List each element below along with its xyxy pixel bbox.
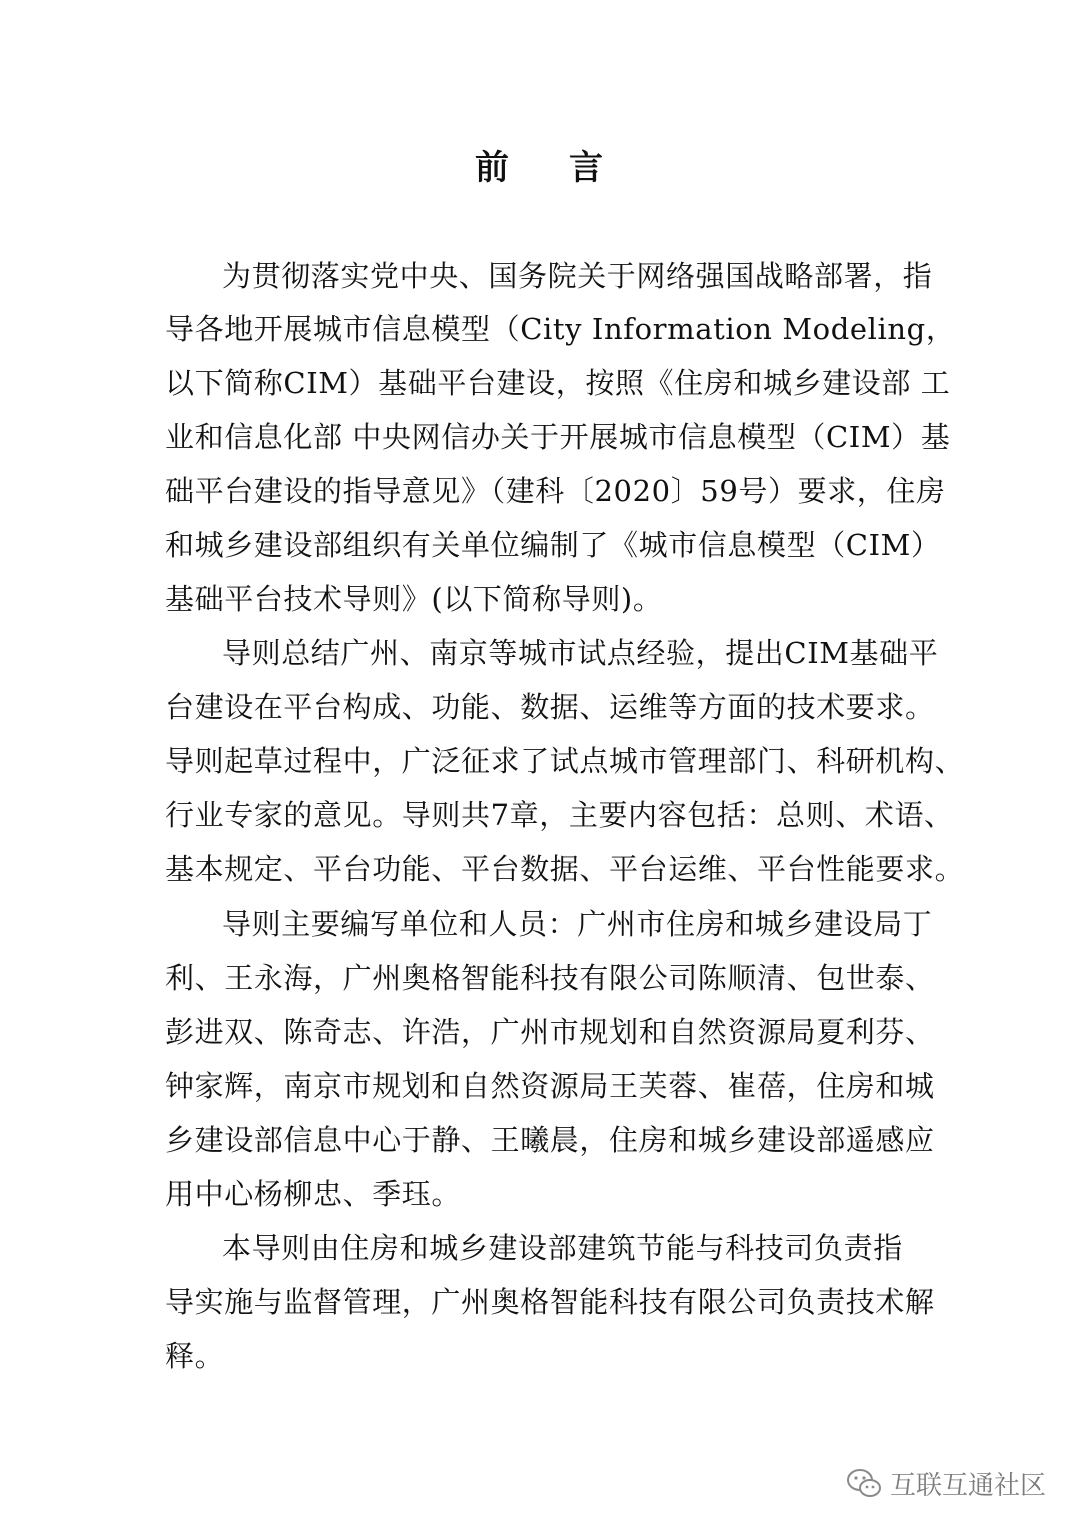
paragraph-line: 和城乡建设部组织有关单位编制了《城市信息模型（CIM）	[165, 528, 941, 562]
watermark	[846, 1465, 1046, 1502]
title-char-1: 前	[475, 148, 511, 188]
paragraph-line: 台建设在平台构成、功能、数据、运维等方面的技术要求。	[165, 690, 935, 724]
paragraph-line: 以下简称CIM）基础平台建设，按照《住房和城乡建设部 工	[165, 366, 951, 400]
paragraph-line: 业和信息化部 中央网信办关于开展城市信息模型（CIM）基	[165, 420, 951, 454]
watermark-text: 互联互通社区	[889, 1471, 1046, 1501]
title-char-2: 言	[569, 148, 605, 188]
paragraph-line: 利、王永海，广州奥格智能科技有限公司陈顺清、包世泰、	[165, 961, 935, 995]
paragraph-line: 乡建设部信息中心于静、王曦晨，住房和城乡建设部遥感应	[165, 1123, 935, 1157]
paragraph-line: 导各地开展城市信息模型（City Information Modeling，	[165, 312, 956, 346]
paragraph-line: 基本规定、平台功能、平台数据、平台运维、平台性能要求。	[165, 852, 965, 886]
paragraph-line: 彭进双、陈奇志、许浩，广州市规划和自然资源局夏利芬、	[165, 1015, 935, 1049]
wechat-icon	[846, 1468, 882, 1500]
paragraph-line: 导实施与监督管理，广州奥格智能科技有限公司负责技术解	[165, 1285, 935, 1319]
paragraph-line: 导则起草过程中，广泛征求了试点城市管理部门、科研机构、	[165, 744, 965, 778]
paragraph-line: 导则主要编写单位和人员：广州市住房和城乡建设局丁	[222, 907, 933, 941]
paragraph-line: 础平台建设的指导意见》（建科〔2020〕59号）要求，住房	[165, 474, 946, 508]
page-title	[0, 140, 1080, 189]
paragraph-line: 本导则由住房和城乡建设部建筑节能与科技司负责指	[222, 1231, 903, 1265]
paragraph-line: 钟家辉，南京市规划和自然资源局王芙蓉、崔蓓，住房和城	[165, 1069, 935, 1103]
paragraph-line: 行业专家的意见。导则共7章，主要内容包括：总则、术语、	[165, 798, 954, 832]
paragraph-line: 导则总结广州、南京等城市试点经验，提出CIM基础平	[222, 636, 939, 670]
paragraph-line: 释。	[165, 1339, 225, 1373]
paragraph-line: 基础平台技术导则》(以下简称导则)。	[165, 582, 663, 616]
paragraph-line: 为贯彻落实党中央、国务院关于网络强国战略部署，指	[222, 259, 933, 293]
paragraph-line: 用中心杨柳忠、季珏。	[165, 1177, 462, 1211]
